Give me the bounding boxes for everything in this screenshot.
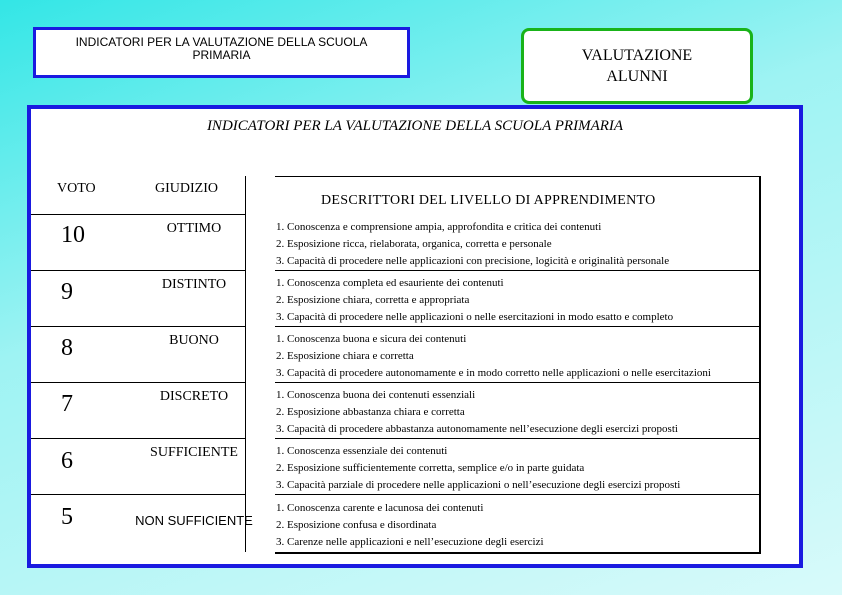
indicators-panel [27,105,803,568]
giudizio-value: NON SUFFICIENTE [135,513,253,528]
voto-value: 7 [61,391,73,417]
row-separator [31,382,245,383]
desc-row-separator [275,382,761,383]
column-header-descrittori: DESCRITTORI DEL LIVELLO DI APPRENDIMENTO [321,193,656,208]
descrittore-item: 2. Esposizione sufficientemente corretta, semplice e/o in parte guidata [276,462,585,474]
column-header-voto: VOTO [57,181,96,196]
desc-row-separator [275,176,761,177]
desc-row-separator [275,494,761,495]
descrittore-item: 3. Capacità di procedere nelle applicazioni con precisione, logicità e originalità personale [276,255,670,267]
descrittori-list [276,500,761,551]
descrittore-item: 3. Capacità di procedere nelle applicazioni o nelle esercitazioni in modo esatto e completo [276,311,674,323]
voto-value: 8 [61,335,73,361]
row-separator [31,494,245,495]
row-separator [31,270,245,271]
badge-line1: VALUTAZIONE [581,47,693,64]
panel-title: INDICATORI PER LA VALUTAZIONE DELLA SCUOLA PRIMARIA [206,118,624,134]
row-separator [31,214,245,215]
descrittore-item: 2. Esposizione confusa e disordinata [276,519,437,531]
voto-value: 10 [61,222,85,248]
descrittore-item: 1. Conoscenza e comprensione ampia, approfondita e critica dei contenuti [276,221,602,233]
giudizio-value: BUONO [169,333,219,348]
descrittori-list [276,219,761,270]
descrittore-item: 1. Conoscenza carente e lacunosa dei contenuti [276,502,484,514]
descrittore-item: 2. Esposizione abbastanza chiara e corretta [276,406,465,418]
descrittore-item: 3. Capacità parziale di procedere nelle applicazioni o nell’esecuzione degli esercizi proposti [276,479,681,491]
badge-line2: ALUNNI [606,68,668,85]
desc-row-separator [275,438,761,439]
row-separator [31,326,245,327]
descrittore-item: 1. Conoscenza buona e sicura dei contenuti [276,333,467,345]
desc-row-separator [275,270,761,271]
descrittore-item: 1. Conoscenza completa ed esauriente dei contenuti [276,277,504,289]
voto-value: 5 [61,504,73,530]
descrittore-item: 2. Esposizione chiara, corretta e appropriata [276,294,470,306]
descrittori-list [276,387,761,438]
giudizio-value: DISTINTO [161,277,227,292]
descrittori-list [276,275,761,326]
valutazione-alunni-badge[interactable] [521,28,753,104]
descrittore-item: 1. Conoscenza essenziale dei contenuti [276,445,448,457]
voto-value: 9 [61,279,73,305]
desc-row-separator [275,326,761,327]
descrittore-item: 2. Esposizione ricca, rielaborata, organica, corretta e personale [276,238,552,250]
giudizio-value: SUFFICIENTE [150,445,238,460]
descrittore-item: 1. Conoscenza buona dei contenuti essenziali [276,389,476,401]
row-separator [31,438,245,439]
voto-value: 6 [61,448,73,474]
header-title-box [33,27,410,78]
column-header-giudizio: GIUDIZIO [155,181,218,196]
giudizio-value: DISCRETO [159,389,229,404]
descrittori-list [276,443,761,494]
header-title-line1: INDICATORI PER LA VALUTAZIONE DELLA SCUOLA [75,35,368,49]
table-bottom-border [275,552,761,554]
giudizio-value: OTTIMO [166,221,222,236]
descrittore-item: 3. Carenze nelle applicazioni e nell’esecuzione degli esercizi [276,536,544,548]
header-title-line2: PRIMARIA [192,48,251,62]
descrittori-list [276,331,761,382]
descrittore-item: 3. Capacità di procedere autonomamente e in modo corretto nelle applicazioni o nelle esercitazioni [276,367,711,379]
descrittore-item: 2. Esposizione chiara e corretta [276,350,414,362]
descrittore-item: 3. Capacità di procedere abbastanza autonomamente nell’esecuzione degli esercizi proposti [276,423,678,435]
